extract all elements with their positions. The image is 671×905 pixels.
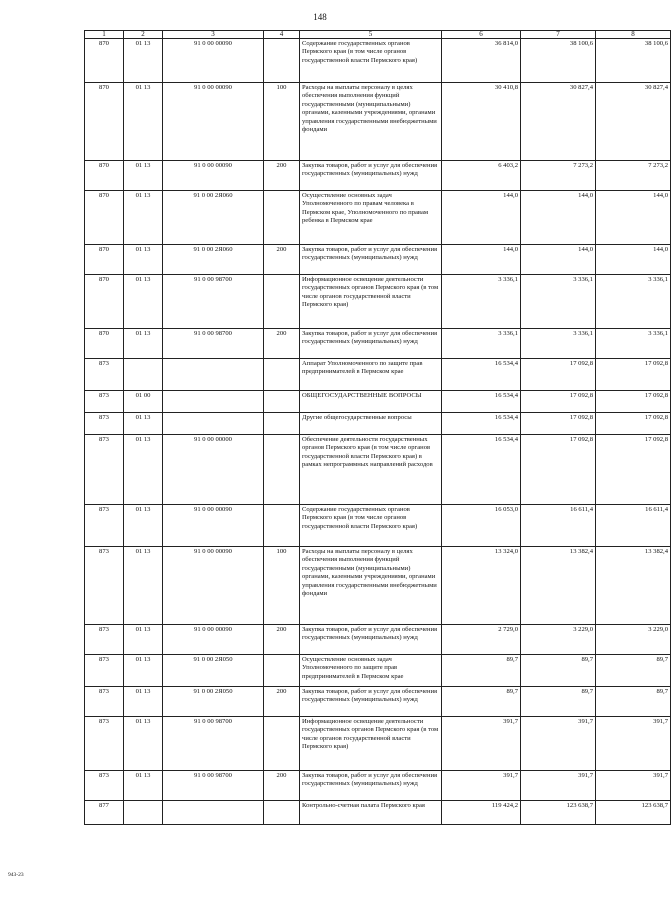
cell-target-item: 91 0 00 00090 (163, 625, 264, 655)
cell-amount-col8: 17 092,8 (596, 413, 671, 435)
cell-amount-col8: 13 382,4 (596, 547, 671, 625)
cell-section: 01 13 (124, 413, 163, 435)
table-row (85, 771, 671, 801)
cell-amount-col7: 17 092,8 (521, 413, 596, 435)
cell-admin-code: 873 (85, 359, 124, 391)
table-row (85, 391, 671, 413)
table-row (85, 625, 671, 655)
cell-amount-col8: 144,0 (596, 245, 671, 275)
cell-amount-col6: 144,0 (442, 245, 521, 275)
cell-expense-type (264, 275, 300, 329)
cell-description: Закупка товаров, работ и услуг для обеспечения государственных (муниципальных) нужд (300, 625, 442, 655)
cell-target-item (163, 391, 264, 413)
table-row (85, 435, 671, 505)
cell-amount-col7: 38 100,6 (521, 39, 596, 83)
cell-amount-col8: 391,7 (596, 771, 671, 801)
cell-expense-type: 200 (264, 771, 300, 801)
cell-section: 01 13 (124, 435, 163, 505)
cell-expense-type (264, 191, 300, 245)
header-col-5: 5 (300, 31, 442, 39)
cell-amount-col7: 17 092,8 (521, 359, 596, 391)
cell-description: Содержание государственных органов Пермского края (в том числе органов государственной власти Пермского края) (300, 39, 442, 83)
cell-amount-col7: 17 092,8 (521, 391, 596, 413)
table-row (85, 275, 671, 329)
cell-description: Информационное освещение деятельности государственных органов Пермского края (в том числе органов государственной власти Пермского края) (300, 275, 442, 329)
table-row (85, 359, 671, 391)
cell-expense-type (264, 505, 300, 547)
cell-amount-col6: 144,0 (442, 191, 521, 245)
cell-admin-code: 870 (85, 161, 124, 191)
cell-admin-code: 870 (85, 275, 124, 329)
cell-amount-col7: 7 273,2 (521, 161, 596, 191)
cell-amount-col8: 89,7 (596, 687, 671, 717)
cell-expense-type (264, 391, 300, 413)
cell-description: Расходы на выплаты персоналу в целях обеспечения выполнения функций государственными (муниципальными) органами, казенными учреждениями, органами управления государственными внебюджетными фондами (300, 547, 442, 625)
table-row (85, 161, 671, 191)
table-row (85, 655, 671, 687)
cell-amount-col7: 30 827,4 (521, 83, 596, 161)
header-col-7: 7 (521, 31, 596, 39)
cell-expense-type: 100 (264, 547, 300, 625)
cell-target-item: 91 0 00 2Я050 (163, 687, 264, 717)
cell-section (124, 359, 163, 391)
cell-expense-type (264, 717, 300, 771)
table-row (85, 329, 671, 359)
table-row (85, 547, 671, 625)
cell-admin-code: 873 (85, 435, 124, 505)
table-row (85, 717, 671, 771)
cell-amount-col8: 17 092,8 (596, 359, 671, 391)
cell-amount-col7: 3 229,0 (521, 625, 596, 655)
cell-description: Осуществление основных задач Уполномоченного по правам человека в Пермском крае, Уполномоченного по правам ребенка в Пермском крае (300, 191, 442, 245)
cell-description: Содержание государственных органов Пермского края (в том числе органов государственной власти Пермского края) (300, 505, 442, 547)
cell-amount-col6: 391,7 (442, 771, 521, 801)
cell-section: 01 00 (124, 391, 163, 413)
cell-admin-code: 873 (85, 655, 124, 687)
cell-target-item: 91 0 00 98700 (163, 275, 264, 329)
cell-description: Обеспечение деятельности государственных органов Пермского края (в том числе органов государственной власти Пермского края) в рамках непрограммных направлений расходов (300, 435, 442, 505)
cell-amount-col8: 30 827,4 (596, 83, 671, 161)
cell-expense-type: 100 (264, 83, 300, 161)
cell-amount-col8: 38 100,6 (596, 39, 671, 83)
cell-amount-col6: 119 424,2 (442, 801, 521, 825)
cell-target-item: 91 0 00 00090 (163, 83, 264, 161)
cell-section: 01 13 (124, 275, 163, 329)
cell-amount-col6: 16 534,4 (442, 391, 521, 413)
cell-target-item: 91 0 00 98700 (163, 771, 264, 801)
cell-expense-type (264, 413, 300, 435)
cell-amount-col6: 16 534,4 (442, 435, 521, 505)
cell-target-item: 91 0 00 2Я050 (163, 655, 264, 687)
cell-amount-col6: 16 534,4 (442, 359, 521, 391)
cell-amount-col6: 391,7 (442, 717, 521, 771)
cell-amount-col8: 3 229,0 (596, 625, 671, 655)
cell-expense-type: 200 (264, 161, 300, 191)
cell-admin-code: 870 (85, 39, 124, 83)
cell-amount-col7: 89,7 (521, 655, 596, 687)
cell-expense-type (264, 359, 300, 391)
header-row (85, 31, 671, 39)
cell-amount-col8: 391,7 (596, 717, 671, 771)
cell-amount-col8: 16 611,4 (596, 505, 671, 547)
table-row (85, 687, 671, 717)
cell-target-item: 91 0 00 00000 (163, 435, 264, 505)
cell-section: 01 13 (124, 329, 163, 359)
cell-description: ОБЩЕГОСУДАРСТВЕННЫЕ ВОПРОСЫ (300, 391, 442, 413)
table-row (85, 191, 671, 245)
cell-amount-col6: 2 729,0 (442, 625, 521, 655)
cell-amount-col6: 6 403,2 (442, 161, 521, 191)
cell-amount-col6: 3 336,1 (442, 275, 521, 329)
cell-section: 01 13 (124, 505, 163, 547)
footer-code: 943-23 (8, 872, 24, 878)
cell-amount-col6: 16 534,4 (442, 413, 521, 435)
cell-amount-col7: 16 611,4 (521, 505, 596, 547)
header-col-8: 8 (596, 31, 671, 39)
cell-amount-col6: 13 324,0 (442, 547, 521, 625)
cell-amount-col7: 144,0 (521, 191, 596, 245)
cell-amount-col7: 391,7 (521, 717, 596, 771)
cell-amount-col7: 123 638,7 (521, 801, 596, 825)
cell-amount-col6: 30 410,8 (442, 83, 521, 161)
cell-admin-code: 873 (85, 771, 124, 801)
cell-admin-code: 873 (85, 625, 124, 655)
cell-amount-col6: 89,7 (442, 655, 521, 687)
cell-description: Закупка товаров, работ и услуг для обеспечения государственных (муниципальных) нужд (300, 771, 442, 801)
cell-amount-col6: 89,7 (442, 687, 521, 717)
cell-amount-col7: 89,7 (521, 687, 596, 717)
cell-target-item: 91 0 00 98700 (163, 329, 264, 359)
table-row (85, 245, 671, 275)
cell-admin-code: 873 (85, 413, 124, 435)
cell-admin-code: 870 (85, 329, 124, 359)
cell-section: 01 13 (124, 625, 163, 655)
cell-description: Информационное освещение деятельности государственных органов Пермского края (в том числе органов государственной власти Пермского края) (300, 717, 442, 771)
header-col-3: 3 (163, 31, 264, 39)
cell-section: 01 13 (124, 655, 163, 687)
cell-amount-col7: 3 336,1 (521, 275, 596, 329)
cell-admin-code: 877 (85, 801, 124, 825)
cell-description: Аппарат Уполномоченного по защите прав предпринимателей в Пермском крае (300, 359, 442, 391)
cell-section: 01 13 (124, 687, 163, 717)
budget-table (84, 30, 671, 825)
cell-amount-col6: 36 814,0 (442, 39, 521, 83)
cell-amount-col8: 3 336,1 (596, 275, 671, 329)
cell-expense-type (264, 435, 300, 505)
cell-amount-col8: 17 092,8 (596, 435, 671, 505)
cell-target-item: 91 0 00 00090 (163, 505, 264, 547)
cell-amount-col7: 144,0 (521, 245, 596, 275)
cell-amount-col6: 16 053,0 (442, 505, 521, 547)
table-body (85, 39, 671, 825)
cell-expense-type (264, 801, 300, 825)
cell-expense-type: 200 (264, 245, 300, 275)
cell-section: 01 13 (124, 547, 163, 625)
cell-target-item: 91 0 00 2Я060 (163, 191, 264, 245)
cell-amount-col8: 17 092,8 (596, 391, 671, 413)
cell-description: Контрольно-счетная палата Пермского края (300, 801, 442, 825)
cell-expense-type: 200 (264, 687, 300, 717)
cell-section: 01 13 (124, 191, 163, 245)
cell-admin-code: 873 (85, 717, 124, 771)
cell-section: 01 13 (124, 83, 163, 161)
cell-target-item: 91 0 00 98700 (163, 717, 264, 771)
header-col-1: 1 (85, 31, 124, 39)
cell-amount-col7: 13 382,4 (521, 547, 596, 625)
page-number: 148 (313, 12, 327, 22)
cell-section: 01 13 (124, 161, 163, 191)
cell-amount-col8: 3 336,1 (596, 329, 671, 359)
table-row (85, 39, 671, 83)
cell-target-item: 91 0 00 2Я060 (163, 245, 264, 275)
cell-description: Осуществление основных задач Уполномоченного по защите прав предпринимателей в Пермском крае (300, 655, 442, 687)
header-col-4: 4 (264, 31, 300, 39)
cell-amount-col6: 3 336,1 (442, 329, 521, 359)
cell-description: Закупка товаров, работ и услуг для обеспечения государственных (муниципальных) нужд (300, 687, 442, 717)
cell-amount-col8: 144,0 (596, 191, 671, 245)
cell-admin-code: 873 (85, 505, 124, 547)
table-row (85, 801, 671, 825)
cell-admin-code: 873 (85, 687, 124, 717)
cell-description: Закупка товаров, работ и услуг для обеспечения государственных (муниципальных) нужд (300, 245, 442, 275)
cell-amount-col7: 3 336,1 (521, 329, 596, 359)
cell-amount-col8: 123 638,7 (596, 801, 671, 825)
cell-description: Закупка товаров, работ и услуг для обеспечения государственных (муниципальных) нужд (300, 329, 442, 359)
cell-target-item: 91 0 00 00090 (163, 161, 264, 191)
cell-expense-type (264, 655, 300, 687)
cell-target-item: 91 0 00 00090 (163, 547, 264, 625)
cell-target-item (163, 801, 264, 825)
cell-section: 01 13 (124, 39, 163, 83)
cell-section: 01 13 (124, 771, 163, 801)
table-row (85, 83, 671, 161)
cell-amount-col7: 391,7 (521, 771, 596, 801)
cell-amount-col8: 7 273,2 (596, 161, 671, 191)
cell-target-item: 91 0 00 00090 (163, 39, 264, 83)
table-row (85, 413, 671, 435)
cell-section (124, 801, 163, 825)
cell-admin-code: 870 (85, 245, 124, 275)
cell-admin-code: 873 (85, 391, 124, 413)
cell-expense-type (264, 39, 300, 83)
cell-amount-col8: 89,7 (596, 655, 671, 687)
cell-amount-col7: 17 092,8 (521, 435, 596, 505)
cell-description: Другие общегосударственные вопросы (300, 413, 442, 435)
cell-expense-type: 200 (264, 329, 300, 359)
cell-admin-code: 873 (85, 547, 124, 625)
cell-description: Расходы на выплаты персоналу в целях обеспечения выполнения функций государственными (муниципальными) органами, казенными учреждениями, органами управления государственными внебюджетными фондами (300, 83, 442, 161)
header-col-6: 6 (442, 31, 521, 39)
header-col-2: 2 (124, 31, 163, 39)
cell-description: Закупка товаров, работ и услуг для обеспечения государственных (муниципальных) нужд (300, 161, 442, 191)
cell-admin-code: 870 (85, 191, 124, 245)
cell-section: 01 13 (124, 717, 163, 771)
cell-section: 01 13 (124, 245, 163, 275)
cell-expense-type: 200 (264, 625, 300, 655)
cell-admin-code: 870 (85, 83, 124, 161)
table-row (85, 505, 671, 547)
cell-target-item (163, 413, 264, 435)
cell-target-item (163, 359, 264, 391)
